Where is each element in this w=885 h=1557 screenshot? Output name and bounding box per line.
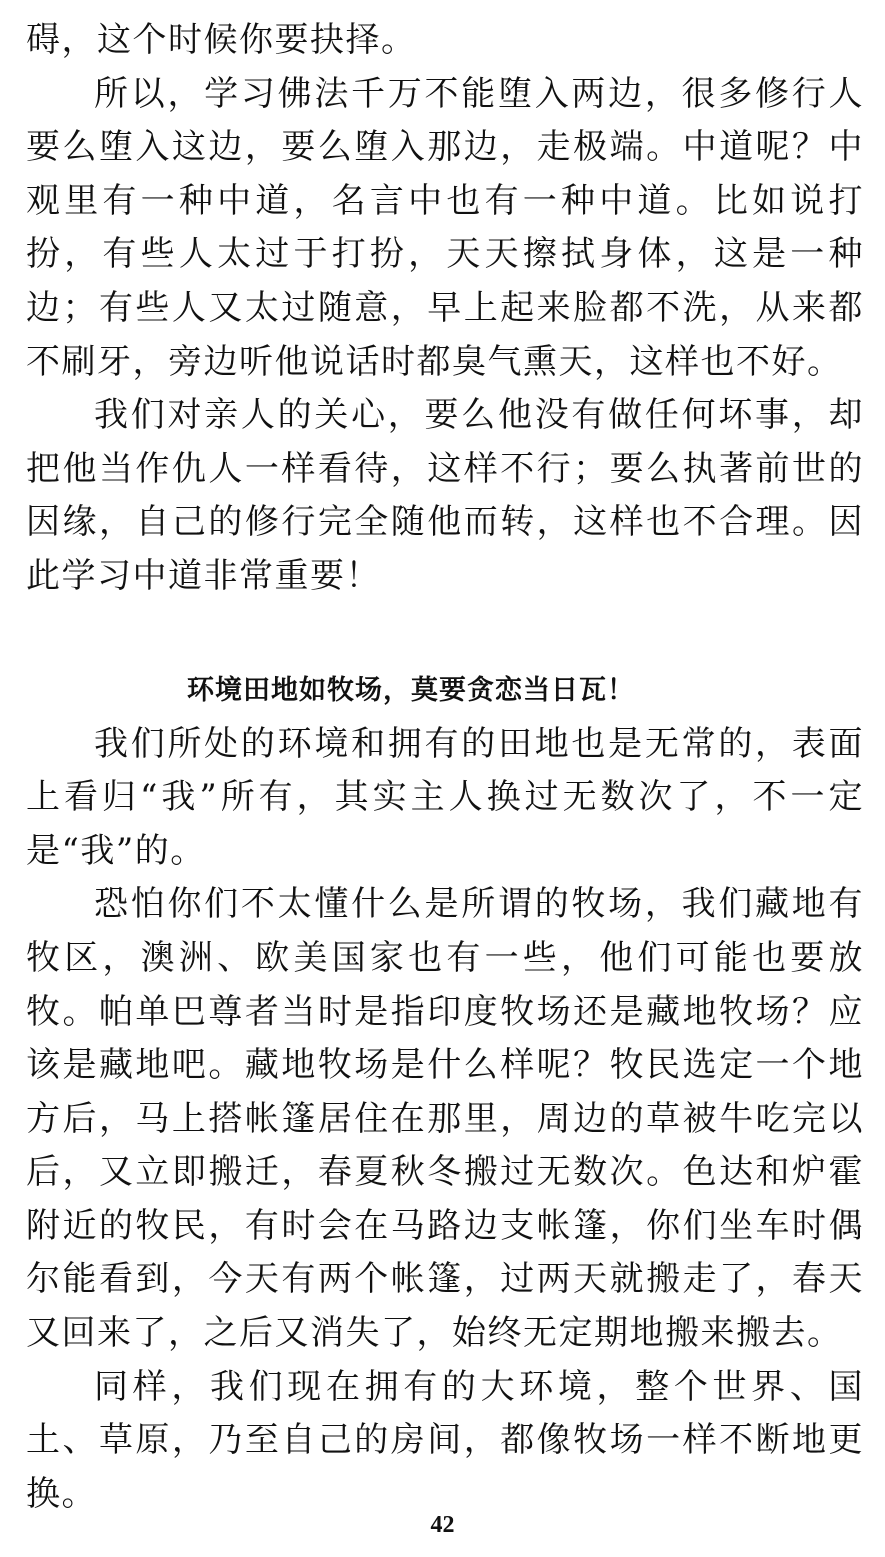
paragraph-environment: 我们所处的环境和拥有的田地也是无常的，表面上看归“我”所有，其实主人换过无数次了，不一定是“我”的。 [26,723,864,871]
page-body [26,14,864,1521]
section-title: 环境田地如牧场，莫要贪恋当日瓦！ [187,674,635,706]
paragraph-pasture: 恐怕你们不太懂什么是所谓的牧场，我们藏地有牧区，澳洲、欧美国家也有一些，他们可能也要放牧。帕单巴尊者当时是指印度牧场还是藏地牧场？应该是藏地吧。藏地牧场是什么样呢？牧民选定一个地方后，马上搭帐篷居住在那里，周边的草被牛吃完以后，又立即搬迁，春夏秋冬搬过无数次。色达和炉霍附近的牧民，有时会在马路边支帐篷，你们坐车时偶尔能看到，今天有两个帐篷，过两天就搬走了，春天又回来了，之后又消失了，始终无定期地搬来搬去。 [26,884,864,1354]
paragraph-conclusion: 同样，我们现在拥有的大环境，整个世界、国土、草原，乃至自己的房间，都像牧场一样不断地更换。 [26,1366,864,1514]
paragraph-middle-way: 所以，学习佛法千万不能堕入两边，很多修行人要么堕入这边，要么堕入那边，走极端。中道呢？中观里有一种中道，名言中也有一种中道。比如说打扮，有些人太过于打扮，天天擦拭身体，这是一种边；有些人又太过随意，早上起来脸都不洗，从来都不刷牙，旁边听他说话时都臭气熏天，这样也不好。 [26,73,864,382]
page-number: 42 [430,1512,455,1538]
paragraph-continued: 碍，这个时候你要抉择。 [26,20,417,60]
paragraph-relatives: 我们对亲人的关心，要么他没有做任何坏事，却把他当作仇人一样看待，这样不行；要么执著前世的因缘，自己的修行完全随他而转，这样也不合理。因此学习中道非常重要！ [26,395,864,596]
